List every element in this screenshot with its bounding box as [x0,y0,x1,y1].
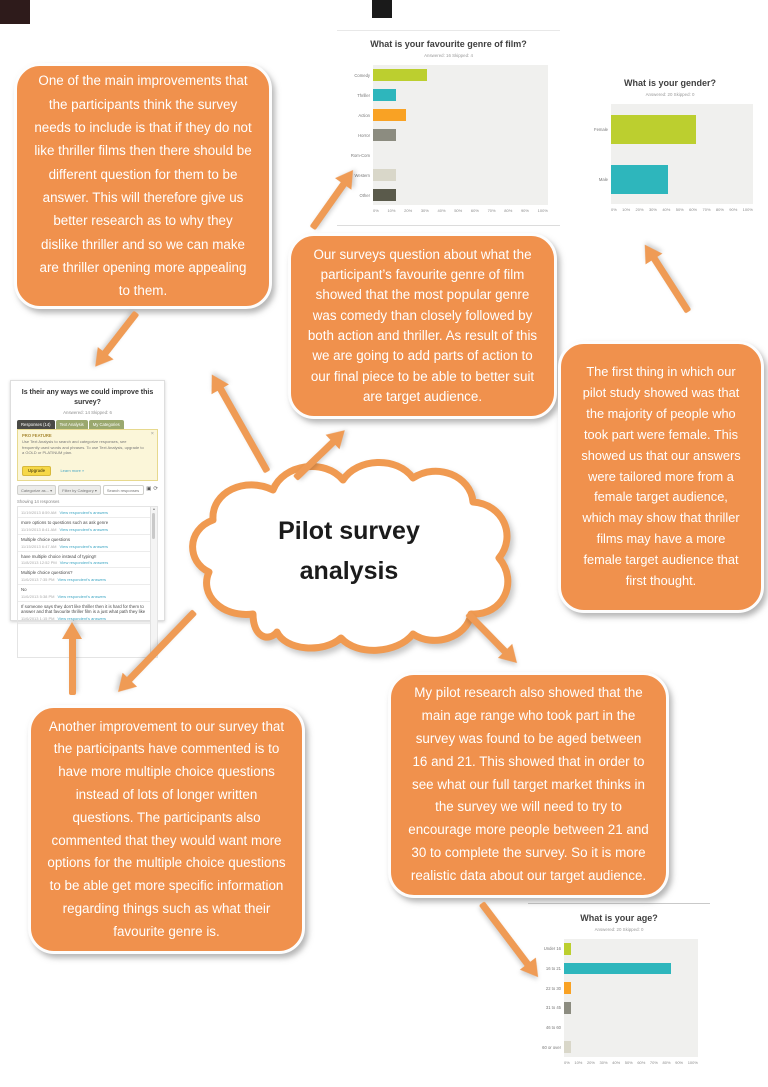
chart-category-label: Other [359,192,370,198]
age-chart-meta: Answered: 20 Skipped: 0 [594,927,644,932]
chart-axis-tick: 30% [599,1060,608,1065]
pro-feature-body: Use Text Analysis to search and categorize responses, see frequently used words and phrases. To use Text Analysis, upgrade to a GOLD or PLATINUM plan. [22,439,144,456]
age-chart-plot [564,939,698,1057]
response-meta [21,594,148,599]
learn-more-link[interactable]: Learn more » [60,468,85,474]
chart-category-label: Female [594,126,608,132]
chart-axis-tick: 60% [470,208,479,213]
genre-chart-title: What is your favourite genre of film? [370,39,527,49]
export-icon[interactable]: ▣ [146,486,152,493]
chart-axis-tick: 70% [702,207,711,212]
upgrade-button[interactable]: Upgrade [22,466,51,476]
chart-axis-tick: 50% [624,1060,633,1065]
chart-category-label: Comedy [354,72,370,78]
genre-chart [337,30,560,226]
close-icon[interactable]: × [150,431,154,438]
chart-axis-tick: 20% [404,208,413,213]
pro-feature-banner [17,429,158,481]
chart-axis-tick: 40% [437,208,446,213]
response-date: 11/6/2013 1:15 PM [21,616,55,622]
note-text: Our surveys question about what the participant’s favourite genre of film showed that the most popular genre was comedy than closely followed by both action and thriller. As result of this we are going to add parts of action to our final piece to be able to better suit are target audience. [307,246,538,405]
chart-axis-tick: 60% [689,207,698,212]
edge-artifact-center [372,0,392,18]
response-list-item [18,585,151,602]
chart-axis-tick: 70% [649,1060,658,1065]
chart-axis-tick: 70% [487,208,496,213]
chart-bar [373,109,406,121]
view-respondent-answers-link[interactable]: View respondent's answers [59,510,109,516]
pro-feature-label: PRO FEATURE [22,433,52,439]
response-text: Multiple choice questions? [21,570,73,576]
view-respondent-answers-link[interactable]: View respondent's answers [59,543,109,549]
surveymonkey-screenshot [10,380,165,621]
chart-bar [373,89,396,101]
responses-list [17,506,158,658]
categorize-dropdown[interactable]: Categorize as... ▾ [17,485,56,495]
filter-dropdown[interactable]: Filter by Category ▾ [58,485,101,495]
response-date: 11/19/2013 8:59 AM [21,510,57,516]
chart-axis-tick: 0% [564,1060,570,1065]
gender-chart [575,72,765,230]
view-respondent-answers-link[interactable]: View respondent's answers [59,560,109,566]
chart-bar [611,165,668,194]
response-text: If someone says they don't like thriller then it is hard for them to answer and that favourite thriller film is a just what path they like [21,603,146,615]
chart-axis-tick: 50% [675,207,684,212]
tab-text-analysis[interactable]: Text Analysis [56,420,88,429]
note-multiple-choice [28,705,305,954]
view-respondent-answers-link[interactable]: View respondent's answers [59,526,109,532]
note-text: One of the main improvements that the participants think the survey needs to include is that if they do not like thriller films then there should be different question for them to be answer. This will therefore give us better research as to why they dislike thriller and so we can make are thriller opening more appealing to them. [34,73,252,299]
arrow-note1-to-survey-screenshot [95,313,137,367]
chart-axis-tick: 50% [454,208,463,213]
edge-artifact-left [0,0,30,24]
chart-bar [373,129,396,141]
response-date: 11/6/2013 7:35 PM [21,576,55,582]
note-genre-analysis [288,233,557,419]
scrollbar[interactable] [150,507,157,657]
response-meta [21,577,148,582]
note-text: My pilot research also showed that the main age range who took part in the survey was found to be aged between 16 and 21. This showed that in order to see what our full target market thinks in the survey we will need to try to encourage more people between 21 and 30 to complete the survey. So it is more realistic data about our target audience. [408,685,649,883]
scrollbar-thumb[interactable] [152,513,155,539]
chart-axis-tick: 90% [729,207,738,212]
note-text: Another improvement to our survey that the participants have commented is to have more multiple choice questions instead of lots of longer written questions. The participants also commented that they would want more options for the multiple choice questions to be able get more specific information regarding things such as what their favourite genre is. [47,718,286,939]
response-list-item [18,568,151,585]
chart-category-label: 16 to 21 [545,966,561,971]
central-cloud [183,452,515,664]
chart-axis-tick: 10% [387,208,396,213]
view-respondent-answers-link[interactable]: View respondent's answers [57,593,107,599]
settings-icon[interactable]: ⟳ [153,486,158,493]
tab-responses[interactable]: Responses (14) [17,420,55,429]
chart-axis-tick: 20% [586,1060,595,1065]
genre-chart-meta: Answered: 16 Skipped: 4 [424,53,473,58]
response-list-item [18,518,151,535]
genre-chart-axis [373,208,548,213]
view-respondent-answers-link[interactable]: View respondent's answers [57,616,107,622]
responses-toolbar [17,485,158,495]
chart-category-label: Rom-Com [350,152,370,158]
response-meta [21,544,148,549]
note-gender-analysis [558,341,764,613]
response-list-item [18,602,151,624]
showing-responses-count: Showing 14 responses [17,499,60,505]
chart-axis-tick: 30% [648,207,657,212]
chart-axis-tick: 10% [574,1060,583,1065]
response-list-item [18,552,151,569]
chart-axis-tick: 100% [687,1060,698,1065]
chart-axis-tick: 80% [715,207,724,212]
gender-chart-plot [611,104,753,204]
chart-bar [564,1041,571,1052]
gender-chart-meta: Answered: 20 Skipped: 0 [645,92,695,97]
chart-axis-tick: 80% [504,208,513,213]
chart-bar [564,943,571,954]
chart-axis-tick: 40% [612,1060,621,1065]
gender-chart-labels [581,104,611,204]
gender-chart-title: What is your gender? [623,78,716,88]
response-text: have multiple choice instead of typing!! [21,553,97,559]
response-list-item [18,507,151,518]
response-text: more options to questions such as ask genre [21,520,109,526]
age-chart-title: What is your age? [580,913,658,923]
scroll-up-icon[interactable]: ▲ [152,507,156,512]
chart-axis-tick: 40% [662,207,671,212]
chart-axis-tick: 90% [520,208,529,213]
note-age-analysis [388,672,669,898]
chart-category-label: Under 16 [543,946,561,952]
cloud-title-line1: Pilot survey [278,517,420,545]
survey-question-title: Is their any ways we could improve this survey? [21,389,154,407]
age-chart-labels [534,939,564,1057]
response-list-item [18,535,151,552]
chart-category-label: Action [358,112,370,118]
chart-bar [564,963,671,974]
response-meta [21,510,148,515]
response-text: Multiple choice questions [21,536,71,542]
chart-axis-tick: 100% [742,207,753,212]
survey-answered-meta: Answered: 14 Skipped: 6 [63,410,112,416]
response-date: 11/8/2013 12:52 PM [21,560,57,566]
chart-bar [373,69,427,81]
note-improvement-question [14,63,272,309]
arrow-note3-to-gender-chart [645,245,688,312]
gender-chart-axis [611,207,753,212]
chart-axis-tick: 10% [622,207,631,212]
chart-bar [611,115,696,144]
chart-category-label: 46 to 60 [545,1025,561,1031]
chart-axis-tick: 80% [662,1060,671,1065]
chart-category-label: 60 or over [542,1044,561,1050]
chart-bar [564,1002,571,1013]
chart-axis-tick: 0% [611,207,617,212]
note-text: The first thing in which our pilot study showed was that the majority of people who took part were female. This showed us that our answers were tailored more from a female target audience, which may show that thriller films may have a more female target audience that first thought. [581,364,741,588]
search-input[interactable] [103,485,144,495]
response-text: No [21,586,27,592]
view-respondent-answers-link[interactable]: View respondent's answers [57,576,107,582]
chart-bar [373,169,396,181]
cloud-title-line2: analysis [299,557,399,585]
chart-category-label: Western [354,172,370,178]
chart-axis-tick: 100% [537,208,548,213]
age-chart-axis [564,1060,698,1065]
genre-chart-plot [373,65,548,205]
response-date: 11/6/2013 5:38 PM [21,593,55,599]
chart-axis-tick: 20% [635,207,644,212]
chart-axis-tick: 60% [637,1060,646,1065]
response-date: 11/15/2013 6:47 AM [21,543,57,549]
chart-axis-tick: 90% [675,1060,684,1065]
chart-axis-tick: 0% [373,208,379,213]
chart-category-label: Thriller [357,92,370,98]
chart-bar [373,189,396,201]
chart-bar [564,982,571,993]
survey-tabs [17,420,158,429]
chart-category-label: Male [598,176,608,182]
chart-category-label: 31 to 45 [545,1005,561,1011]
response-meta [21,616,148,621]
chart-category-label: 22 to 30 [545,985,561,991]
age-chart [528,903,710,1085]
chart-category-label: Horror [358,132,370,138]
response-meta [21,560,148,565]
chart-axis-tick: 30% [420,208,429,213]
tab-my-categories[interactable]: My Categories [89,420,124,429]
cloud-title [183,452,515,664]
response-date: 11/19/2013 8:41 AM [21,526,57,532]
response-meta [21,527,148,532]
